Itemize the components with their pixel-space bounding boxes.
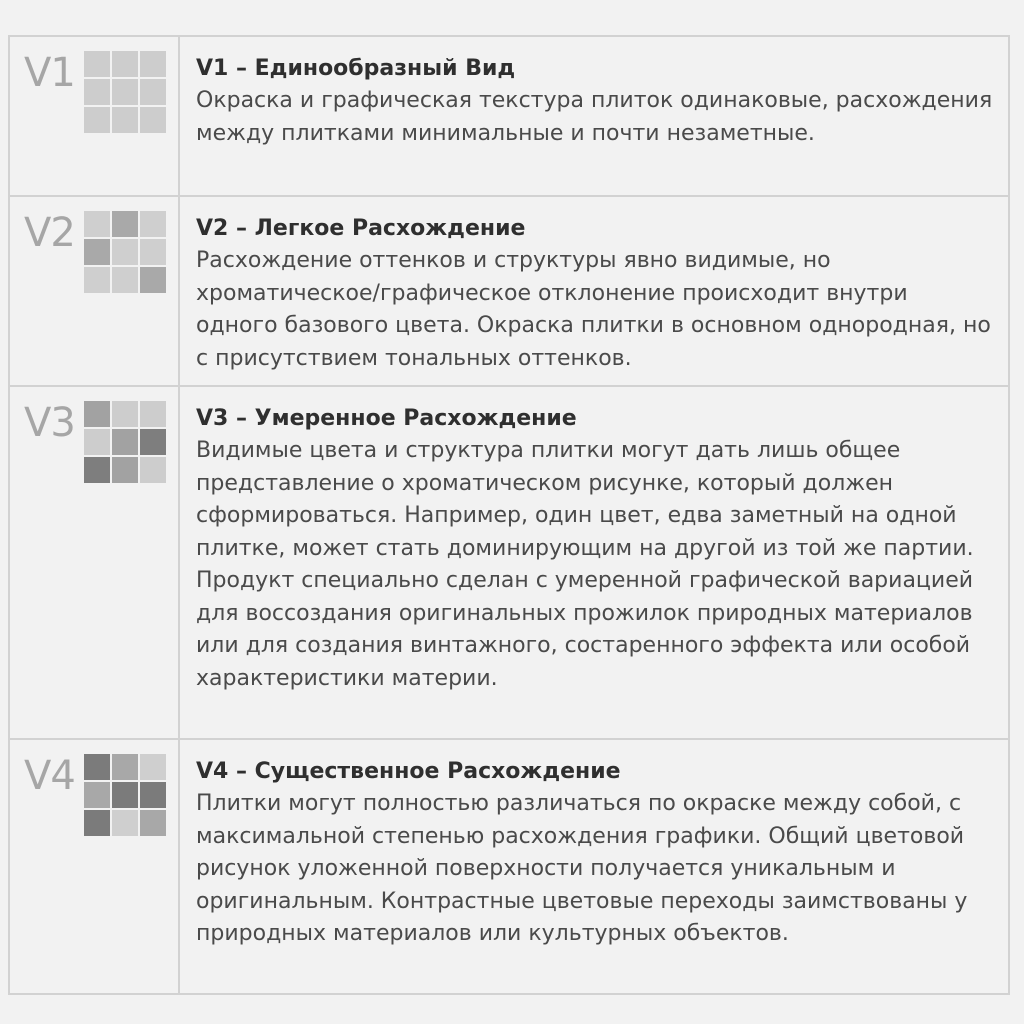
variation-grade-cell [10, 387, 180, 738]
variation-table [8, 35, 1010, 995]
variation-grade-cell [10, 740, 180, 993]
swatch-tile [84, 51, 110, 77]
swatch-tile [84, 401, 110, 427]
table-row [10, 197, 1008, 387]
swatch-tile [140, 51, 166, 77]
variation-grade-cell [10, 197, 180, 385]
swatch-tile [84, 810, 110, 836]
variation-grade-cell [10, 37, 180, 195]
row-title: V3 – Умеренное Расхождение [196, 406, 577, 431]
swatch-tile [112, 401, 138, 427]
tile-swatch-icon [84, 401, 166, 483]
swatch-tile [84, 267, 110, 293]
swatch-tile [112, 782, 138, 808]
swatch-tile [140, 239, 166, 265]
tile-swatch-icon [84, 51, 166, 133]
row-title: V4 – Существенное Расхождение [196, 759, 621, 784]
variation-label: V1 [24, 50, 75, 96]
description-cell [180, 387, 1008, 738]
swatch-tile [140, 267, 166, 293]
swatch-tile [112, 239, 138, 265]
swatch-tile [84, 782, 110, 808]
row-title: V2 – Легкое Расхождение [196, 216, 526, 241]
description-cell [180, 197, 1008, 385]
tile-swatch-icon [84, 754, 166, 836]
row-title: V1 – Единообразный Вид [196, 56, 516, 81]
table-row [10, 37, 1008, 197]
swatch-tile [84, 211, 110, 237]
swatch-tile [112, 457, 138, 483]
description-cell [180, 37, 1008, 195]
swatch-tile [112, 51, 138, 77]
swatch-tile [84, 754, 110, 780]
row-description-extra: Продукт специально сделан с умеренной графической вариацией для воссоздания оригинальных прожилок природных материалов или для создания винтажного, состаренного эффекта или особой характеристики материи. [196, 568, 974, 691]
swatch-tile [112, 107, 138, 133]
table-row [10, 740, 1008, 995]
swatch-tile [112, 211, 138, 237]
swatch-tile [112, 79, 138, 105]
swatch-tile [112, 810, 138, 836]
swatch-tile [140, 401, 166, 427]
swatch-tile [84, 457, 110, 483]
swatch-tile [140, 107, 166, 133]
swatch-tile [140, 211, 166, 237]
swatch-tile [140, 782, 166, 808]
variation-label: V3 [24, 400, 75, 446]
swatch-tile [112, 267, 138, 293]
description-cell [180, 740, 1008, 993]
variation-label: V4 [24, 753, 75, 799]
swatch-tile [112, 754, 138, 780]
swatch-tile [140, 754, 166, 780]
tile-swatch-icon [84, 211, 166, 293]
row-description: Плитки могут полностью различаться по окраске между собой, с максимальной степенью расхождения графики. Общий цветовой рисунок уложенной поверхности получается уникальным и оригинальным. Контрастные цветовые переходы заимствованы у природных материалов или культурных объектов. [196, 791, 968, 946]
swatch-tile [84, 79, 110, 105]
swatch-tile [140, 79, 166, 105]
swatch-tile [140, 457, 166, 483]
row-description: Расхождение оттенков и структуры явно видимые, но хроматическое/графическое отклонение происходит внутри одного базового цвета. Окраска плитки в основном однородная, но с присутствием тональных оттенков. [196, 248, 991, 371]
table-row [10, 387, 1008, 740]
swatch-tile [84, 239, 110, 265]
swatch-tile [84, 107, 110, 133]
swatch-tile [84, 429, 110, 455]
swatch-tile [112, 429, 138, 455]
swatch-tile [140, 429, 166, 455]
row-description: Видимые цвета и структура плитки могут дать лишь общее представление о хроматическом рисунке, который должен сформироваться. Например, один цвет, едва заметный на одной плитке, может стать доминирующим на другой из той же партии. [196, 438, 974, 561]
swatch-tile [140, 810, 166, 836]
variation-label: V2 [24, 210, 75, 256]
row-description: Окраска и графическая текстура плиток одинаковые, расхождения между плитками минимальные и почти незаметные. [196, 88, 993, 146]
